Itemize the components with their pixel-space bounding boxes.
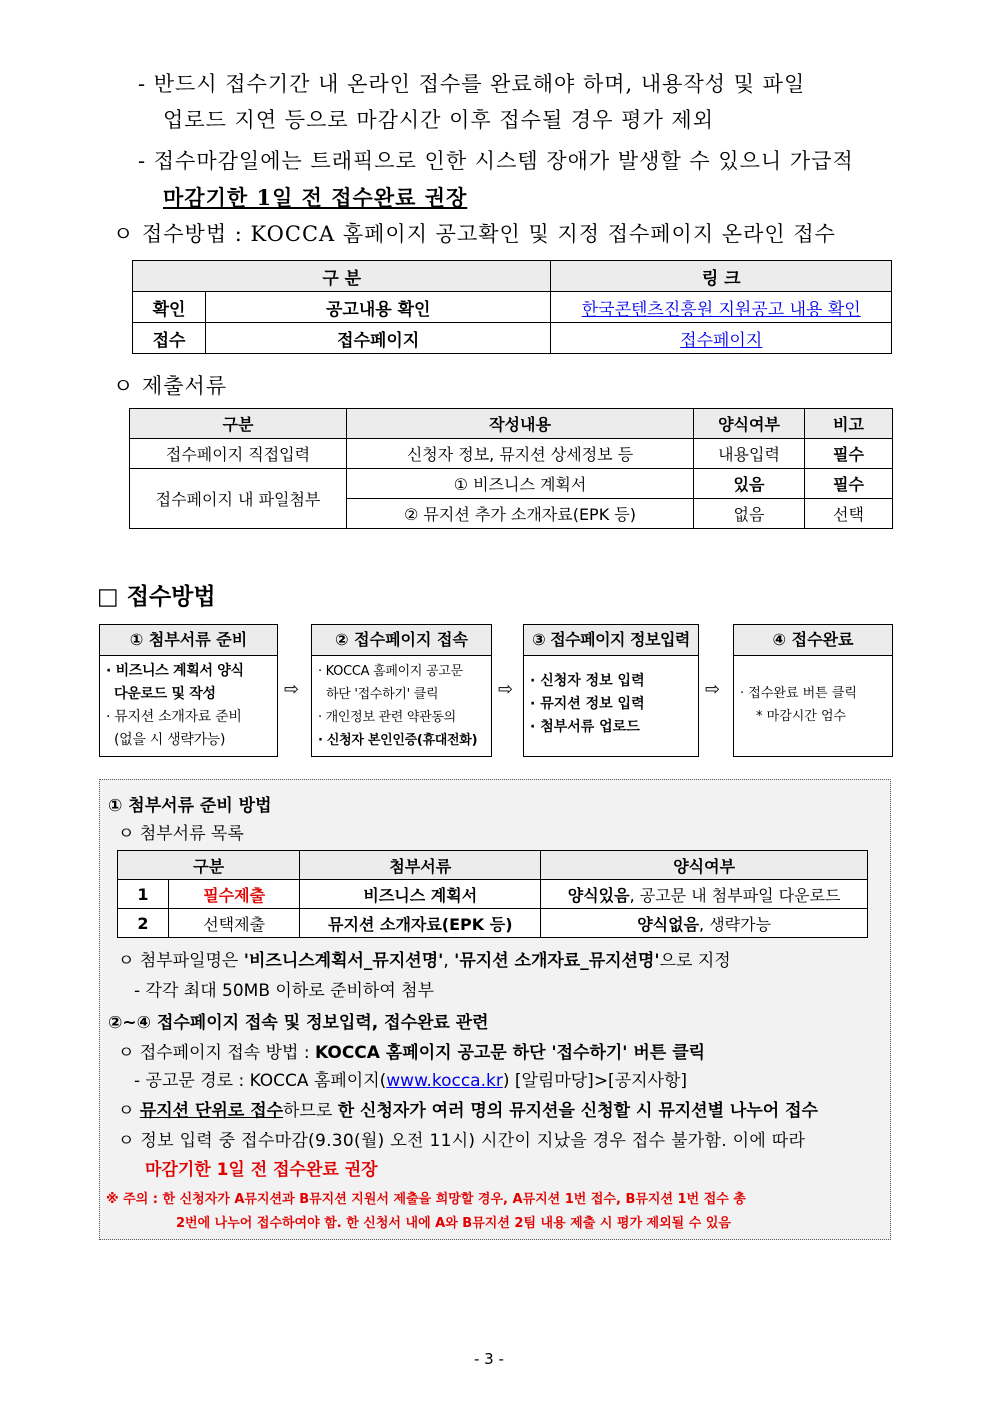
intro-line-2: 업로드 지연 등으로 마감시간 이후 접수될 경우 평가 제외 [163,108,714,132]
docs-cell: 내용입력 [694,439,805,469]
attachment-header: 첨부서류 [300,851,541,880]
step-2-body [311,655,492,757]
row-cat: 확인 [133,292,206,323]
docs-header: 비고 [805,409,893,439]
row-cat: 접수 [133,323,206,354]
attachment-no: 2 [118,909,169,938]
unit-line [118,1096,818,1121]
caution-line-1: ※ 주의 : 한 신청자가 A뮤지션과 B뮤지션 지원서 제출을 희망할 경우, A뮤지션 1번 접수, B뮤지션 1번 접수 총 [106,1192,746,1207]
docs-cell: 있음 [694,469,805,499]
docs-cell: 접수페이지 내 파일첨부 [130,469,347,529]
step-line: · 접수완료 버튼 클릭 [740,686,857,701]
page-number: - 3 - [474,1350,504,1368]
attachment-form-bold: 양식없음 [637,914,700,934]
step-line: · 신청자 본인인증(휴대전화) [318,733,478,748]
docs-cell: 신청자 정보, 뮤지션 상세정보 등 [347,439,694,469]
attachment-no: 1 [118,880,169,909]
step-line: · KOCCA 홈페이지 공고문 [318,664,463,679]
filename-mid: , [443,951,455,971]
step-3-title: ③ 접수페이지 정보입력 [523,624,699,656]
unit-bullet: ㅇ [118,1101,140,1121]
step-4-body [733,655,893,757]
docs-header: 작성내용 [347,409,694,439]
step-1-title: ① 첨부서류 준비 [99,624,278,656]
path-line [134,1066,687,1091]
docs-cell: 필수 [805,439,893,469]
attachment-form [541,880,868,909]
unit-underline: 뮤지션 단위로 접수 [139,1101,284,1121]
section-title: □ 접수방법 [97,584,216,610]
attachment-doc: 비즈니스 계획서 [300,880,541,909]
attachment-type: 선택제출 [169,909,300,938]
docs-table [129,408,893,529]
attachment-form-bold: 양식있음 [567,885,630,905]
attachment-form-rest: , 생략가능 [699,914,772,934]
docs-cell: 없음 [694,499,805,529]
step-3-body [523,655,699,757]
docs-cell: ② 뮤지션 추가 소개자료(EPK 등) [347,499,694,529]
step-2-title: ② 접수페이지 접속 [311,624,492,656]
kocca-link[interactable]: www.kocca.kr [386,1071,503,1091]
access-bold: KOCCA 홈페이지 공고문 하단 '접수하기' 버튼 클릭 [314,1043,706,1063]
docs-cell: 선택 [805,499,893,529]
attachment-table [117,850,868,938]
attachment-type: 필수제출 [169,880,300,909]
step-line: · 비즈니스 계획서 양식 [106,663,244,679]
link-table [132,260,892,354]
docs-header: 구분 [130,409,347,439]
header-link: 링 크 [551,261,892,292]
path-pre: - 공고문 경로 : KOCCA 홈페이지( [134,1071,387,1091]
attachment-doc: 뮤지션 소개자료(EPK 등) [300,909,541,938]
caution-line-2: 2번에 나누어 접수하여야 함. 한 신청서 내에 A와 B뮤지션 2팀 내용 제출 시 평가 제외될 수 있음 [176,1216,731,1231]
filename-a: '비즈니스계획서_뮤지션명' [243,951,444,971]
path-post: ) [알림마당]>[공지사항] [502,1071,688,1091]
intro-line-3: - 접수마감일에는 트래픽으로 인한 시스템 장애가 발생할 수 있으니 가급적 [138,149,854,173]
filename-b: '뮤지션 소개자료_뮤지션명' [454,951,660,971]
step-line: 다운로드 및 작성 [114,686,216,702]
step-line: · 뮤지션 소개자료 준비 [106,709,242,725]
access-pre: ㅇ 접수페이지 접속 방법 : [118,1043,315,1063]
filename-post: 으로 지정 [659,951,731,971]
attachment-list-title: ㅇ 첨부서류 목록 [118,824,244,844]
filename-line [118,946,731,971]
row-name: 공고내용 확인 [206,292,551,323]
header-category: 구 분 [133,261,551,292]
docs-title: ㅇ 제출서류 [113,374,228,398]
step-1-body [99,655,278,757]
arrow-icon: ⇨ [705,679,721,700]
access-line [118,1038,705,1063]
method-line: ㅇ 접수방법 : KOCCA 홈페이지 공고확인 및 지정 접수페이지 온라인 접수 [113,222,836,246]
attachment-form-rest: , 공고문 내 첨부파일 다운로드 [629,885,841,905]
guide-heading-2: ②~④ 접수페이지 접속 및 정보입력, 접수완료 관련 [108,1013,489,1033]
docs-cell: ① 비즈니스 계획서 [347,469,694,499]
step-line: 하단 '접수하기' 클릭 [326,687,439,702]
docs-cell: 필수 [805,469,893,499]
attachment-header: 양식여부 [541,851,868,880]
step-line: · 첨부서류 업로드 [530,719,640,735]
row-name: 접수페이지 [206,323,551,354]
size-line: - 각각 최대 50MB 이하로 준비하여 첨부 [134,981,435,1001]
filename-pre: ㅇ 첨부파일명은 [118,951,244,971]
application-page-link[interactable]: 접수페이지 [680,330,763,351]
arrow-icon: ⇨ [284,679,300,700]
deadline-line: ㅇ 정보 입력 중 접수마감(9.30(월) 오전 11시) 시간이 지났을 경우 접수 불가함. 이에 따라 [118,1131,806,1151]
step-line: (없을 시 생략가능) [114,732,226,748]
docs-header: 양식여부 [694,409,805,439]
docs-cell: 접수페이지 직접입력 [130,439,347,469]
deadline-red: 마감기한 1일 전 접수완료 권장 [145,1160,378,1180]
step-4-title: ④ 접수완료 [733,624,893,656]
attachment-header: 구분 [118,851,300,880]
guide-heading-1: ① 첨부서류 준비 방법 [108,796,272,816]
intro-line-1: - 반드시 접수기간 내 온라인 접수를 완료해야 하며, 내용작성 및 파일 [138,72,806,96]
unit-mid: 하므로 [283,1101,338,1121]
step-line: · 신청자 정보 입력 [530,673,645,689]
step-line: * 마감시간 엄수 [756,709,847,724]
attachment-form [541,909,868,938]
intro-line-4: 마감기한 1일 전 접수완료 권장 [163,185,468,210]
arrow-icon: ⇨ [498,679,514,700]
announcement-link[interactable]: 한국콘텐츠진흥원 지원공고 내용 확인 [581,299,861,320]
step-line: · 개인정보 관련 약관동의 [318,710,456,725]
unit-bold: 한 신청자가 여러 명의 뮤지션을 신청할 시 뮤지션별 나누어 접수 [337,1101,818,1121]
step-line: · 뮤지션 정보 입력 [530,696,645,712]
